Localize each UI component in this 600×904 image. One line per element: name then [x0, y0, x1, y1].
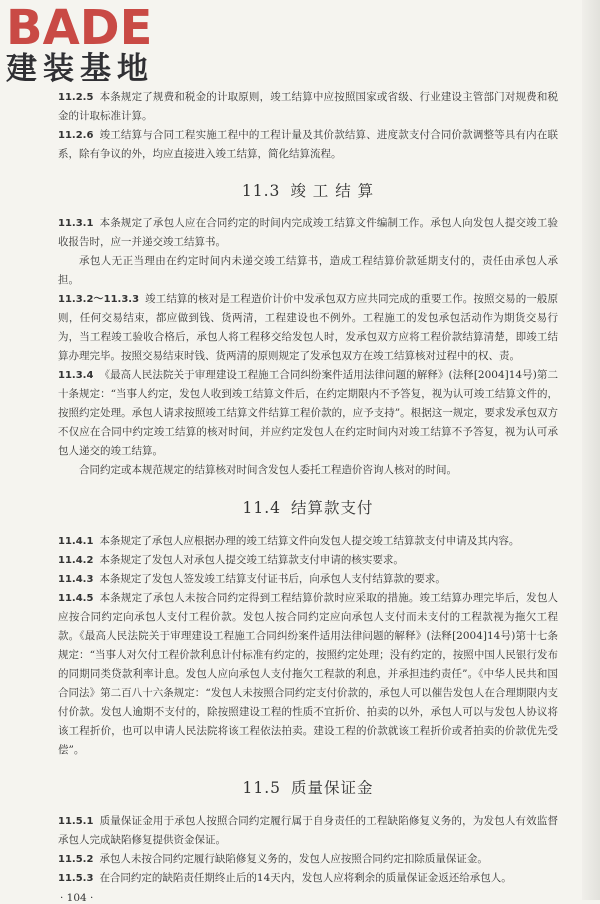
clause-text: 本条规定了发包人签发竣工结算支付证书后，向承包人支付结算款的要求。	[99, 573, 446, 585]
clause-text: 质量保证金用于承包人按照合同约定履行属于自身责任的工程缺陷修复义务的，为发包人有效监督承包人完成缺陷修复提供资金保证。	[58, 815, 558, 846]
clause-11-3-1	[58, 214, 558, 252]
clause-11-2-6	[58, 126, 558, 164]
clause-number: 11.2.6	[58, 130, 94, 141]
clause-11-2-5	[58, 88, 558, 126]
clause-text: 《最高人民法院关于审理建设工程施工合同纠纷案件适用法律问题的解释》(法释[2004]14号)第二十条规定：“当事人约定，发包人收到竣工结算文件后，在约定期限内不予答复，视为认可竣工结算文件的，按照约定处理。承包人请求按照竣工结算文件结算工程价款的，应予支持”。根据这一规定，要求发承包双方不仅应在合同中约定竣工结算的核对时间，并应约定发包人在约定时间内对竣工结算不予答复，视为认可承包人递交的竣工结算。	[58, 369, 558, 457]
paragraph	[58, 461, 558, 480]
clause-number: 11.4.1	[58, 536, 94, 547]
clause-11-4-1	[58, 532, 558, 551]
clause-number: 11.3.1	[58, 218, 94, 229]
clause-11-4-2	[58, 551, 558, 570]
clause-number: 11.4.5	[58, 593, 94, 604]
section-number: 11.4	[242, 499, 281, 517]
clause-11-4-5	[58, 589, 558, 760]
clause-number: 11.4.2	[58, 555, 94, 566]
section-title: 质量保证金	[291, 779, 374, 797]
section-number: 11.5	[242, 779, 281, 797]
clause-number: 11.3.2～11.3.3	[58, 294, 140, 305]
clause-11-4-3	[58, 570, 558, 589]
clause-text: 竣工结算的核对是工程造价计价中发承包双方应共同完成的重要工作。按照交易的一般原则，任何交易结束，都应做到钱、货两清，工程建设也不例外。工程施工的发包承包活动作为期货交易行为，当工程竣工验收合格后，承包人将工程移交给发包人时，发承包双方应将工程价款结算清楚，即竣工结算办理完毕。按照交易结束时钱、货两清的原则规定了发承包双方在竣工结算核对过程中的权、责。	[58, 293, 559, 362]
clause-number: 11.2.5	[58, 92, 94, 103]
page-body	[58, 88, 558, 904]
section-heading-11-5	[58, 776, 558, 798]
clause-11-5-3	[58, 869, 558, 888]
section-heading-11-4	[58, 496, 558, 518]
paragraph-text: 承包人无正当理由在约定时间内未递交竣工结算书，造成工程结算价款延期支付的，责任由承包人承担。	[58, 255, 558, 286]
clause-number: 11.3.4	[58, 370, 94, 381]
clause-text: 本条规定了承包人应根据办理的竣工结算文件向发包人提交竣工结算款支付申请及其内容。	[99, 535, 520, 547]
section-title: 竣 工 结 算	[290, 182, 375, 200]
clause-text: 竣工结算与合同工程实施工程中的工程计量及其价款结算、进度款支付合同价款调整等具有内在联系，除有争议的外，均应直接进入竣工结算，简化结算流程。	[58, 129, 558, 160]
paragraph	[58, 252, 558, 290]
section-heading-11-3	[58, 179, 558, 201]
section-title: 结算款支付	[291, 499, 374, 517]
clause-text: 在合同约定的缺陷责任期终止后的14天内，发包人应将剩余的质量保证金返还给承包人。	[99, 872, 512, 884]
clause-11-3-2-3	[58, 290, 558, 366]
logo	[6, 2, 154, 86]
clause-text: 本条规定了承包人应在合同约定的时间内完成竣工结算文件编制工作。承包人向发包人提交竣工验收报告时，应一并递交竣工结算书。	[58, 217, 558, 248]
section-number: 11.3	[241, 182, 281, 200]
page-edge-shadow	[582, 0, 600, 900]
clause-text: 本条规定了规费和税金的计取原则，竣工结算中应按照国家或省级、行业建设主管部门对规费和税金的计取标准计算。	[58, 91, 558, 122]
clause-text: 承包人未按合同约定履行缺陷修复义务的，发包人应按照合同约定扣除质量保证金。	[99, 853, 488, 865]
clause-11-5-1	[58, 812, 558, 850]
page-number: · 104 ·	[60, 892, 94, 904]
clause-11-5-2	[58, 850, 558, 869]
clause-number: 11.5.1	[58, 816, 94, 827]
clause-number: 11.5.2	[58, 854, 94, 865]
clause-11-3-4	[58, 366, 558, 461]
logo-subtitle: 建装基地	[6, 51, 154, 87]
clause-number: 11.4.3	[58, 574, 94, 585]
paragraph-text: 合同约定或本规范规定的结算核对时间含发包人委托工程造价咨询人核对的时间。	[79, 464, 457, 476]
clause-number: 11.5.3	[58, 873, 94, 884]
clause-text: 本条规定了承包人未按合同约定得到工程结算价款时应采取的措施。竣工结算办理完毕后，发包人应按合同约定向承包人支付工程价款。发包人按合同约定应向承包人支付而未支付的工程款视为拖欠工程款。《最高人民法院关于审理建设工程施工合同纠纷案件适用法律问题的解释》(法释[2004]14号)第十七条规定：“当事人对欠付工程价款利息计付标准有约定的，按照约定处理；没有约定的，按照中国人民银行发布的同期同类贷款利率计息。发包人应向承包人支付拖欠工程款的利息，并承担违约责任”。《中华人民共和国合同法》第二百八十六条规定：“发包人未按照合同约定支付价款的，承包人可以催告发包人在合理期限内支付价款。发包人逾期不支付的，除按照建设工程的性质不宜折价、拍卖的以外，承包人可以与发包人协议将该工程折价，也可以申请人民法院将该工程依法拍卖。建设工程的价款就该工程折价或者拍卖的价款优先受偿”。	[58, 592, 558, 756]
clause-text: 本条规定了发包人对承包人提交竣工结算款支付申请的核实要求。	[99, 554, 404, 566]
logo-brand: BADE	[6, 0, 153, 56]
